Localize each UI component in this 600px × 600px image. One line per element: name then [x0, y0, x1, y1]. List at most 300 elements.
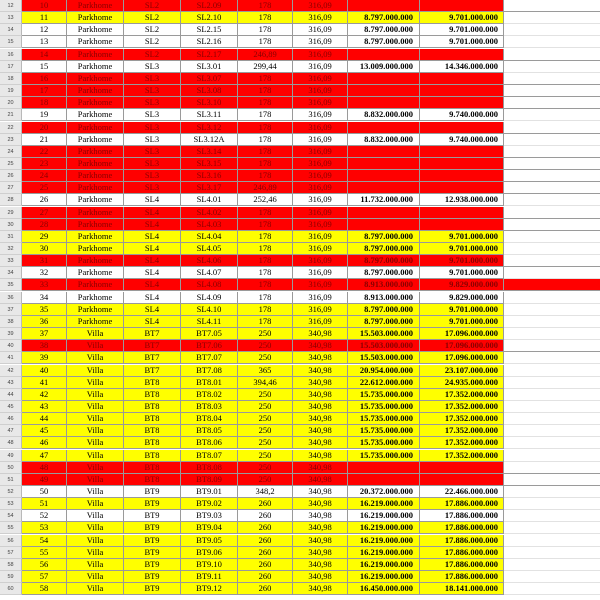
cell-stt[interactable]: 53 [22, 522, 67, 534]
row-number[interactable]: 52 [0, 486, 22, 498]
cell-type[interactable]: Villa [67, 340, 124, 352]
cell-price[interactable]: 15.503.000.000 [348, 352, 420, 364]
cell-zone[interactable]: SL4 [124, 267, 181, 279]
table-row[interactable] [0, 450, 600, 462]
cell-price[interactable]: 8.797.000.000 [348, 255, 420, 267]
cell-area2[interactable]: 316,09 [293, 109, 348, 121]
cell-area2[interactable]: 340,98 [293, 583, 348, 595]
table-row[interactable] [0, 547, 600, 559]
cell-stt[interactable]: 31 [22, 255, 67, 267]
cell-stt[interactable]: 41 [22, 377, 67, 389]
cell-type[interactable]: Villa [67, 498, 124, 510]
table-row[interactable] [0, 12, 600, 24]
cell-total[interactable]: 9.740.000.000 [420, 134, 504, 146]
cell-total[interactable]: 17.886.000.000 [420, 535, 504, 547]
row-number[interactable]: 48 [0, 437, 22, 449]
cell-area2[interactable]: 340,98 [293, 328, 348, 340]
cell-area[interactable]: 178 [238, 97, 293, 109]
cell-zone[interactable]: BT7 [124, 352, 181, 364]
table-row[interactable] [0, 328, 600, 340]
cell-code[interactable]: BT7.05 [181, 328, 238, 340]
cell-price[interactable] [348, 474, 420, 486]
row-number[interactable]: 32 [0, 243, 22, 255]
cell-total[interactable]: 17.352.000.000 [420, 425, 504, 437]
empty-cell[interactable] [504, 85, 600, 97]
table-row[interactable] [0, 462, 600, 474]
table-row[interactable] [0, 292, 600, 304]
cell-area[interactable]: 260 [238, 583, 293, 595]
cell-zone[interactable]: SL3 [124, 122, 181, 134]
cell-code[interactable]: BT9.06 [181, 547, 238, 559]
row-number[interactable]: 49 [0, 450, 22, 462]
table-row[interactable] [0, 219, 600, 231]
cell-area2[interactable]: 340,98 [293, 425, 348, 437]
cell-total[interactable]: 9.829.000.000 [420, 292, 504, 304]
cell-total[interactable]: 9.701.000.000 [420, 243, 504, 255]
cell-price[interactable]: 8.913.000.000 [348, 279, 420, 291]
cell-area2[interactable]: 316,09 [293, 255, 348, 267]
cell-type[interactable]: Villa [67, 535, 124, 547]
cell-type[interactable]: Villa [67, 328, 124, 340]
cell-price[interactable]: 8.913.000.000 [348, 292, 420, 304]
cell-area[interactable]: 250 [238, 340, 293, 352]
row-number[interactable]: 50 [0, 462, 22, 474]
cell-area[interactable]: 178 [238, 134, 293, 146]
empty-cell[interactable] [504, 535, 600, 547]
cell-stt[interactable]: 49 [22, 474, 67, 486]
cell-type[interactable]: Parkhome [67, 134, 124, 146]
cell-area2[interactable]: 316,09 [293, 267, 348, 279]
cell-area2[interactable]: 340,98 [293, 522, 348, 534]
empty-cell[interactable] [504, 292, 600, 304]
cell-area2[interactable]: 340,98 [293, 535, 348, 547]
cell-stt[interactable]: 35 [22, 304, 67, 316]
cell-price[interactable]: 15.735.000.000 [348, 450, 420, 462]
table-row[interactable] [0, 535, 600, 547]
cell-type[interactable]: Parkhome [67, 182, 124, 194]
empty-cell[interactable] [504, 182, 600, 194]
cell-area2[interactable]: 340,98 [293, 510, 348, 522]
cell-price[interactable]: 16.219.000.000 [348, 547, 420, 559]
cell-area[interactable]: 250 [238, 352, 293, 364]
row-number[interactable]: 31 [0, 231, 22, 243]
cell-type[interactable]: Villa [67, 571, 124, 583]
cell-price[interactable] [348, 146, 420, 158]
cell-zone[interactable]: BT9 [124, 547, 181, 559]
empty-cell[interactable] [504, 0, 600, 12]
row-number[interactable]: 23 [0, 134, 22, 146]
cell-code[interactable]: BT8.06 [181, 437, 238, 449]
cell-zone[interactable]: SL3 [124, 170, 181, 182]
cell-area2[interactable]: 316,09 [293, 243, 348, 255]
cell-type[interactable]: Parkhome [67, 279, 124, 291]
cell-price[interactable]: 8.797.000.000 [348, 316, 420, 328]
cell-stt[interactable]: 28 [22, 219, 67, 231]
cell-code[interactable]: BT9.12 [181, 583, 238, 595]
cell-price[interactable]: 15.735.000.000 [348, 413, 420, 425]
row-number[interactable]: 13 [0, 12, 22, 24]
empty-cell[interactable] [504, 377, 600, 389]
cell-area[interactable]: 178 [238, 219, 293, 231]
row-number[interactable]: 29 [0, 207, 22, 219]
empty-cell[interactable] [504, 194, 600, 206]
cell-area[interactable]: 250 [238, 474, 293, 486]
table-row[interactable] [0, 207, 600, 219]
cell-code[interactable]: BT8.05 [181, 425, 238, 437]
cell-type[interactable]: Parkhome [67, 49, 124, 61]
cell-zone[interactable]: BT9 [124, 498, 181, 510]
cell-stt[interactable]: 21 [22, 134, 67, 146]
cell-area2[interactable]: 340,98 [293, 340, 348, 352]
cell-price[interactable]: 15.735.000.000 [348, 437, 420, 449]
cell-price[interactable]: 15.503.000.000 [348, 340, 420, 352]
empty-cell[interactable] [504, 401, 600, 413]
table-row[interactable] [0, 377, 600, 389]
cell-code[interactable]: SL4.07 [181, 267, 238, 279]
cell-stt[interactable]: 17 [22, 85, 67, 97]
row-number[interactable]: 34 [0, 267, 22, 279]
table-row[interactable] [0, 510, 600, 522]
table-row[interactable] [0, 389, 600, 401]
cell-zone[interactable]: SL4 [124, 255, 181, 267]
cell-code[interactable]: SL2.15 [181, 24, 238, 36]
table-row[interactable] [0, 231, 600, 243]
cell-code[interactable]: SL4.11 [181, 316, 238, 328]
cell-stt[interactable]: 30 [22, 243, 67, 255]
empty-cell[interactable] [504, 109, 600, 121]
row-number[interactable]: 24 [0, 146, 22, 158]
row-number[interactable]: 20 [0, 97, 22, 109]
cell-code[interactable]: SL3.07 [181, 73, 238, 85]
cell-area2[interactable]: 340,98 [293, 559, 348, 571]
cell-total[interactable]: 9.829.000.000 [420, 279, 504, 291]
empty-cell[interactable] [504, 49, 600, 61]
cell-stt[interactable]: 12 [22, 24, 67, 36]
cell-price[interactable]: 16.219.000.000 [348, 535, 420, 547]
cell-code[interactable]: BT9.10 [181, 559, 238, 571]
cell-stt[interactable]: 57 [22, 571, 67, 583]
empty-cell[interactable] [504, 450, 600, 462]
cell-type[interactable]: Villa [67, 425, 124, 437]
cell-stt[interactable]: 25 [22, 182, 67, 194]
cell-area2[interactable]: 340,98 [293, 389, 348, 401]
cell-zone[interactable]: SL4 [124, 292, 181, 304]
cell-total[interactable]: 17.886.000.000 [420, 498, 504, 510]
cell-stt[interactable]: 47 [22, 450, 67, 462]
cell-area2[interactable]: 340,98 [293, 365, 348, 377]
cell-area[interactable]: 250 [238, 389, 293, 401]
cell-zone[interactable]: SL4 [124, 231, 181, 243]
cell-area[interactable]: 178 [238, 36, 293, 48]
row-number[interactable]: 41 [0, 352, 22, 364]
cell-price[interactable]: 22.612.000.000 [348, 377, 420, 389]
cell-total[interactable] [420, 146, 504, 158]
cell-price[interactable]: 13.009.000.000 [348, 61, 420, 73]
cell-area[interactable]: 250 [238, 462, 293, 474]
row-number[interactable]: 57 [0, 547, 22, 559]
empty-cell[interactable] [504, 255, 600, 267]
empty-cell[interactable] [504, 474, 600, 486]
cell-area[interactable]: 252,46 [238, 194, 293, 206]
cell-price[interactable] [348, 219, 420, 231]
cell-area[interactable]: 299,44 [238, 61, 293, 73]
row-number[interactable]: 56 [0, 535, 22, 547]
cell-stt[interactable]: 58 [22, 583, 67, 595]
cell-price[interactable]: 16.219.000.000 [348, 522, 420, 534]
cell-stt[interactable]: 11 [22, 12, 67, 24]
cell-price[interactable]: 16.219.000.000 [348, 571, 420, 583]
empty-cell[interactable] [504, 61, 600, 73]
cell-code[interactable]: SL3.17 [181, 182, 238, 194]
cell-price[interactable] [348, 97, 420, 109]
cell-area2[interactable]: 316,09 [293, 24, 348, 36]
cell-code[interactable]: SL3.08 [181, 85, 238, 97]
cell-type[interactable]: Villa [67, 352, 124, 364]
cell-area2[interactable]: 316,09 [293, 182, 348, 194]
cell-type[interactable]: Parkhome [67, 85, 124, 97]
cell-area2[interactable]: 340,98 [293, 547, 348, 559]
cell-total[interactable] [420, 462, 504, 474]
table-row[interactable] [0, 437, 600, 449]
cell-zone[interactable]: SL4 [124, 243, 181, 255]
cell-area[interactable]: 250 [238, 437, 293, 449]
cell-area2[interactable]: 316,09 [293, 231, 348, 243]
cell-total[interactable] [420, 73, 504, 85]
row-number[interactable]: 12 [0, 0, 22, 12]
cell-stt[interactable]: 40 [22, 365, 67, 377]
cell-price[interactable] [348, 170, 420, 182]
cell-area[interactable]: 260 [238, 498, 293, 510]
empty-cell[interactable] [504, 522, 600, 534]
cell-zone[interactable]: SL4 [124, 279, 181, 291]
row-number[interactable]: 39 [0, 328, 22, 340]
table-row[interactable] [0, 0, 600, 12]
cell-total[interactable] [420, 158, 504, 170]
cell-total[interactable]: 9.701.000.000 [420, 36, 504, 48]
row-number[interactable]: 15 [0, 36, 22, 48]
cell-code[interactable]: SL3.16 [181, 170, 238, 182]
cell-type[interactable]: Parkhome [67, 158, 124, 170]
cell-zone[interactable]: BT8 [124, 437, 181, 449]
cell-price[interactable]: 8.797.000.000 [348, 304, 420, 316]
cell-stt[interactable]: 10 [22, 0, 67, 12]
cell-total[interactable]: 9.740.000.000 [420, 109, 504, 121]
cell-price[interactable] [348, 158, 420, 170]
cell-price[interactable] [348, 462, 420, 474]
cell-area[interactable]: 250 [238, 401, 293, 413]
cell-area2[interactable]: 316,09 [293, 73, 348, 85]
cell-stt[interactable]: 24 [22, 170, 67, 182]
cell-total[interactable]: 17.352.000.000 [420, 450, 504, 462]
cell-code[interactable]: BT9.01 [181, 486, 238, 498]
cell-stt[interactable]: 54 [22, 535, 67, 547]
cell-price[interactable]: 16.219.000.000 [348, 498, 420, 510]
cell-price[interactable]: 8.797.000.000 [348, 24, 420, 36]
cell-zone[interactable]: BT7 [124, 328, 181, 340]
cell-area2[interactable]: 316,09 [293, 134, 348, 146]
cell-total[interactable]: 17.886.000.000 [420, 522, 504, 534]
empty-cell[interactable] [504, 462, 600, 474]
cell-zone[interactable]: SL2 [124, 24, 181, 36]
cell-zone[interactable]: BT7 [124, 340, 181, 352]
cell-area2[interactable]: 316,09 [293, 279, 348, 291]
empty-cell[interactable] [504, 134, 600, 146]
cell-total[interactable]: 9.701.000.000 [420, 12, 504, 24]
cell-price[interactable] [348, 49, 420, 61]
cell-total[interactable] [420, 219, 504, 231]
cell-area[interactable]: 260 [238, 571, 293, 583]
cell-code[interactable]: BT8.03 [181, 401, 238, 413]
cell-stt[interactable]: 16 [22, 73, 67, 85]
cell-type[interactable]: Parkhome [67, 207, 124, 219]
empty-cell[interactable] [504, 36, 600, 48]
row-number[interactable]: 36 [0, 292, 22, 304]
cell-area2[interactable]: 340,98 [293, 474, 348, 486]
cell-stt[interactable]: 46 [22, 437, 67, 449]
cell-total[interactable]: 9.701.000.000 [420, 267, 504, 279]
empty-cell[interactable] [504, 437, 600, 449]
cell-stt[interactable]: 56 [22, 559, 67, 571]
cell-price[interactable]: 8.832.000.000 [348, 134, 420, 146]
cell-code[interactable]: BT7.07 [181, 352, 238, 364]
cell-type[interactable]: Parkhome [67, 0, 124, 12]
cell-area2[interactable]: 316,09 [293, 85, 348, 97]
row-number[interactable]: 18 [0, 73, 22, 85]
cell-zone[interactable]: BT8 [124, 377, 181, 389]
row-number[interactable]: 45 [0, 401, 22, 413]
cell-type[interactable]: Parkhome [67, 12, 124, 24]
table-row[interactable] [0, 73, 600, 85]
cell-code[interactable]: SL4.05 [181, 243, 238, 255]
cell-zone[interactable]: SL2 [124, 12, 181, 24]
table-row[interactable] [0, 559, 600, 571]
cell-price[interactable] [348, 182, 420, 194]
cell-type[interactable]: Parkhome [67, 292, 124, 304]
cell-area[interactable]: 178 [238, 158, 293, 170]
cell-total[interactable]: 17.886.000.000 [420, 559, 504, 571]
cell-total[interactable] [420, 474, 504, 486]
cell-total[interactable]: 14.346.000.000 [420, 61, 504, 73]
empty-cell[interactable] [504, 559, 600, 571]
cell-zone[interactable]: BT8 [124, 450, 181, 462]
cell-total[interactable] [420, 207, 504, 219]
cell-area2[interactable]: 316,09 [293, 170, 348, 182]
row-number[interactable]: 28 [0, 194, 22, 206]
cell-stt[interactable]: 27 [22, 207, 67, 219]
cell-zone[interactable]: BT8 [124, 413, 181, 425]
cell-total[interactable]: 9.701.000.000 [420, 231, 504, 243]
cell-total[interactable]: 9.701.000.000 [420, 255, 504, 267]
cell-total[interactable]: 17.886.000.000 [420, 510, 504, 522]
cell-code[interactable]: SL2.09 [181, 0, 238, 12]
cell-price[interactable]: 15.503.000.000 [348, 328, 420, 340]
cell-zone[interactable]: BT9 [124, 571, 181, 583]
row-number[interactable]: 53 [0, 498, 22, 510]
cell-area[interactable]: 260 [238, 559, 293, 571]
cell-price[interactable]: 20.372.000.000 [348, 486, 420, 498]
table-row[interactable] [0, 425, 600, 437]
cell-zone[interactable]: SL4 [124, 304, 181, 316]
empty-cell[interactable] [504, 425, 600, 437]
cell-type[interactable]: Parkhome [67, 194, 124, 206]
cell-area[interactable]: 365 [238, 365, 293, 377]
cell-zone[interactable]: SL4 [124, 207, 181, 219]
cell-total[interactable]: 9.701.000.000 [420, 304, 504, 316]
cell-area2[interactable]: 316,09 [293, 194, 348, 206]
table-row[interactable] [0, 522, 600, 534]
cell-stt[interactable]: 51 [22, 498, 67, 510]
table-row[interactable] [0, 194, 600, 206]
cell-stt[interactable]: 32 [22, 267, 67, 279]
table-row[interactable] [0, 352, 600, 364]
cell-area2[interactable]: 316,09 [293, 146, 348, 158]
cell-total[interactable]: 22.466.000.000 [420, 486, 504, 498]
cell-area2[interactable]: 340,98 [293, 450, 348, 462]
cell-price[interactable]: 15.735.000.000 [348, 401, 420, 413]
table-row[interactable] [0, 158, 600, 170]
cell-total[interactable]: 17.352.000.000 [420, 401, 504, 413]
table-row[interactable] [0, 401, 600, 413]
cell-type[interactable]: Villa [67, 474, 124, 486]
cell-area[interactable]: 178 [238, 231, 293, 243]
row-number[interactable]: 59 [0, 571, 22, 583]
cell-area[interactable]: 178 [238, 170, 293, 182]
cell-price[interactable] [348, 73, 420, 85]
cell-area[interactable]: 178 [238, 255, 293, 267]
empty-cell[interactable] [504, 122, 600, 134]
cell-area[interactable]: 260 [238, 522, 293, 534]
cell-price[interactable]: 8.797.000.000 [348, 243, 420, 255]
cell-stt[interactable]: 55 [22, 547, 67, 559]
row-number[interactable]: 51 [0, 474, 22, 486]
cell-type[interactable]: Villa [67, 389, 124, 401]
cell-stt[interactable]: 15 [22, 61, 67, 73]
cell-stt[interactable]: 23 [22, 158, 67, 170]
cell-area[interactable]: 178 [238, 207, 293, 219]
cell-type[interactable]: Parkhome [67, 36, 124, 48]
cell-stt[interactable]: 22 [22, 146, 67, 158]
cell-type[interactable]: Parkhome [67, 122, 124, 134]
cell-type[interactable]: Villa [67, 377, 124, 389]
empty-cell[interactable] [504, 486, 600, 498]
cell-area[interactable]: 178 [238, 267, 293, 279]
cell-area2[interactable]: 316,09 [293, 219, 348, 231]
table-row[interactable] [0, 583, 600, 595]
cell-code[interactable]: BT9.11 [181, 571, 238, 583]
cell-area[interactable]: 250 [238, 413, 293, 425]
cell-area[interactable]: 178 [238, 0, 293, 12]
cell-code[interactable]: BT8.08 [181, 462, 238, 474]
empty-cell[interactable] [504, 365, 600, 377]
table-row[interactable] [0, 134, 600, 146]
cell-zone[interactable]: SL3 [124, 158, 181, 170]
row-number[interactable]: 37 [0, 304, 22, 316]
cell-type[interactable]: Parkhome [67, 73, 124, 85]
cell-code[interactable]: BT8.01 [181, 377, 238, 389]
cell-code[interactable]: SL2.10 [181, 12, 238, 24]
cell-area2[interactable]: 316,09 [293, 97, 348, 109]
cell-stt[interactable]: 18 [22, 97, 67, 109]
cell-zone[interactable]: BT9 [124, 559, 181, 571]
cell-total[interactable]: 17.886.000.000 [420, 547, 504, 559]
row-number[interactable]: 21 [0, 109, 22, 121]
cell-stt[interactable]: 50 [22, 486, 67, 498]
cell-type[interactable]: Parkhome [67, 316, 124, 328]
cell-zone[interactable]: BT9 [124, 522, 181, 534]
cell-area2[interactable]: 316,09 [293, 304, 348, 316]
cell-zone[interactable]: SL2 [124, 36, 181, 48]
row-number[interactable]: 17 [0, 61, 22, 73]
